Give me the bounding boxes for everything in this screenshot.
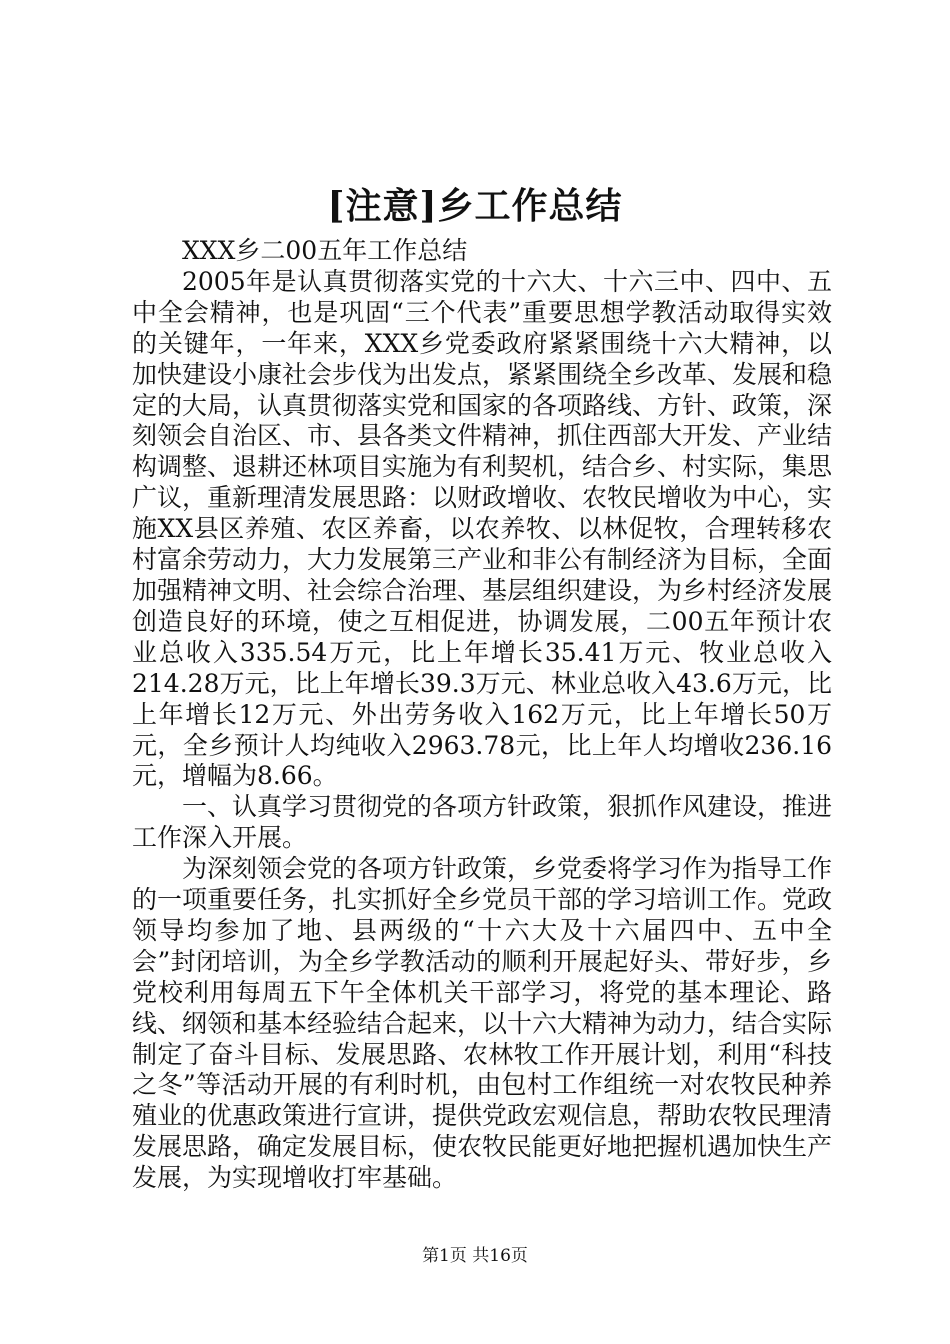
subtitle-paragraph: XXX乡二00五年工作总结	[182, 236, 468, 265]
section-heading-paragraph: 一、认真学习贯彻党的各项方针政策，狠抓作风建设，推进工作深入开展。	[132, 792, 833, 853]
document-body	[132, 236, 832, 1194]
document-title: [注意]乡工作总结	[327, 185, 623, 227]
page-footer: 第1页 共16页	[422, 1246, 528, 1266]
body-paragraph: 为深刻领会党的各项方针政策，乡党委将学习作为指导工作的一项重要任务，扎实抓好全乡党员干部的学习培训工作。党政领导均参加了地、县两级的“十六大及十六届四中、五中全会”封闭培训，为全乡学教活动的顺利开展起好头、带好步，乡党校利用每周五下午全体机关干部学习，将党的基本理论、路线、纲领和基本经验结合起来，以十六大精神为动力，结合实际制定了奋斗目标、发展思路、农林牧工作开展计划，利用“科技之冬”等活动开展的有利时机，由包村工作组统一对农牧民种养殖业的优惠政策进行宣讲，提供党政宏观信息，帮助农牧民理清发展思路，确定发展目标，使农牧民能更好地把握机遇加快生产发展，为实现增收打牢基础。	[132, 854, 833, 1193]
body-paragraph: 2005年是认真贯彻落实党的十六大、十六三中、四中、五中全会精神，也是巩固“三个代表”重要思想学教活动取得实效的关键年，一年来，XXX乡党委政府紧紧围绕十六大精神，以加快建设小康社会步伐为出发点，紧紧围绕全乡改革、发展和稳定的大局，认真贯彻落实党和国家的各项路线、方针、政策，深刻领会自治区、市、县各类文件精神，抓住西部大开发、产业结构调整、退耕还林项目实施为有利契机，结合乡、村实际，集思广议，重新理清发展思路：以财政增收、农牧民增收为中心，实施XX县区养殖、农区养畜，以农养牧、以林促牧，合理转移农村富余劳动力，大力发展第三产业和非公有制经济为目标，全面加强精神文明、社会综合治理、基层组织建设，为乡村经济发展创造良好的环境，使之互相促进，协调发展，二00五年预计农业总收入335.54万元，比上年增长35.41万元、牧业总收入214.28万元，比上年增长39.3万元、林业总收入43.6万元，比上年增长12万元、外出劳务收入162万元，比上年增长50万元，全乡预计人均纯收入2963.78元，比上年人均增收236.16元，增幅为8.66。	[132, 266, 833, 791]
